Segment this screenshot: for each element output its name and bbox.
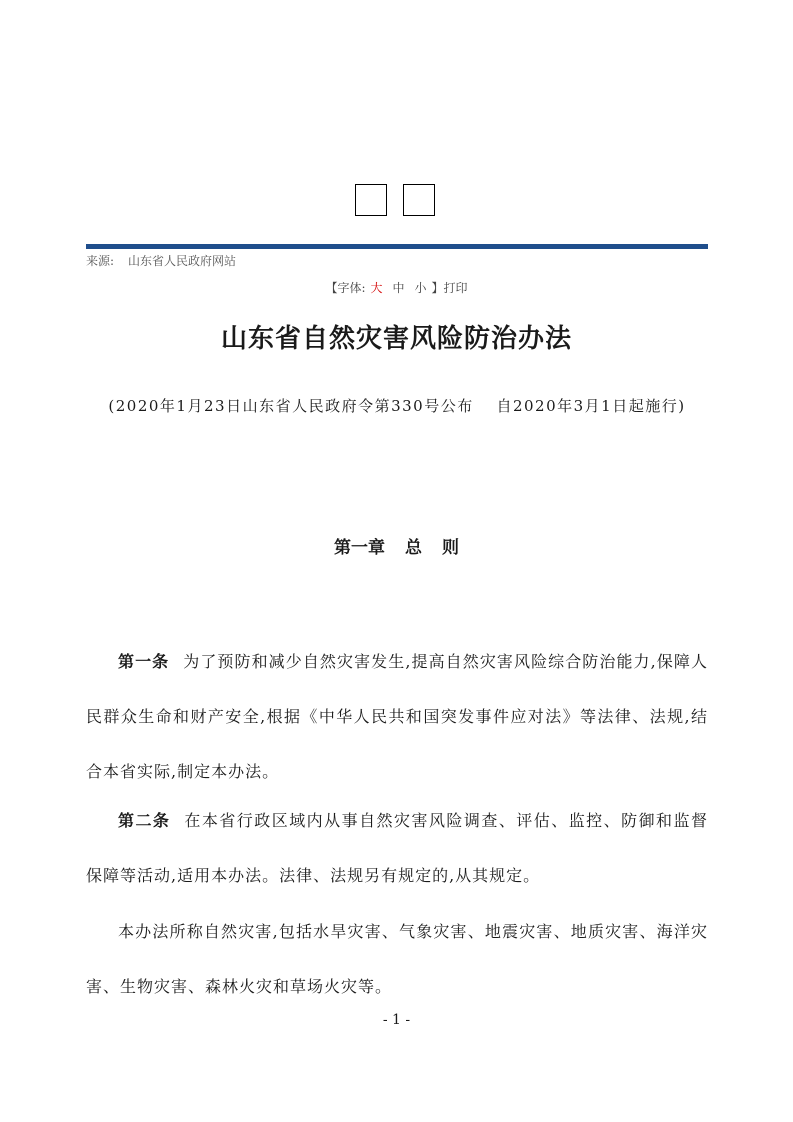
article-1-text: 为了预防和减少自然灾害发生,提高自然灾害风险综合防治能力,保障人民群众生命和财产安全,根据《中华人民共和国突发事件应对法》等法律、法规,结合本省实际,制定本办法。 <box>86 652 708 781</box>
header-divider <box>86 244 708 249</box>
font-size-small-link[interactable]: 小 <box>414 281 427 295</box>
chapter-word-1: 总 <box>405 538 422 558</box>
chapter-word-2: 则 <box>442 538 459 558</box>
article-1-number: 第一条 <box>118 652 170 671</box>
font-size-bar <box>0 279 793 296</box>
font-size-open-label: 【字体: <box>325 281 366 295</box>
article-2-paragraph-2-text: 本办法所称自然灾害,包括水旱灾害、气象灾害、地震灾害、地质灾害、海洋灾害、生物灾害、森林火灾和草场火灾等。 <box>86 922 708 996</box>
print-link[interactable]: 】打印 <box>431 281 468 295</box>
promulgation-note: (2020年1月23日山东省人民政府令第330号公布 自2020年3月1日起施行) <box>108 397 686 415</box>
font-size-large-link[interactable]: 大 <box>370 281 383 295</box>
source-label: 来源: <box>86 254 115 268</box>
placeholder-box-left <box>355 184 387 216</box>
page-number: - 1 - <box>382 1012 411 1028</box>
source-line <box>86 252 236 269</box>
article-1 <box>86 634 708 799</box>
placeholder-box-group <box>355 184 435 216</box>
document-title: 山东省自然灾害风险防治办法 <box>220 324 572 354</box>
placeholder-box-right <box>403 184 435 216</box>
chapter-heading <box>0 533 793 558</box>
article-2-paragraph-2 <box>86 904 708 1014</box>
article-2 <box>86 793 708 903</box>
article-2-number: 第二条 <box>118 811 171 830</box>
article-2-text: 在本省行政区域内从事自然灾害风险调查、评估、监控、防御和监督保障等活动,适用本办法。法律、法规另有规定的,从其规定。 <box>86 811 708 885</box>
source-value: 山东省人民政府网站 <box>128 254 237 268</box>
font-size-medium-link[interactable]: 中 <box>392 281 405 295</box>
chapter-number: 第一章 <box>334 538 385 558</box>
